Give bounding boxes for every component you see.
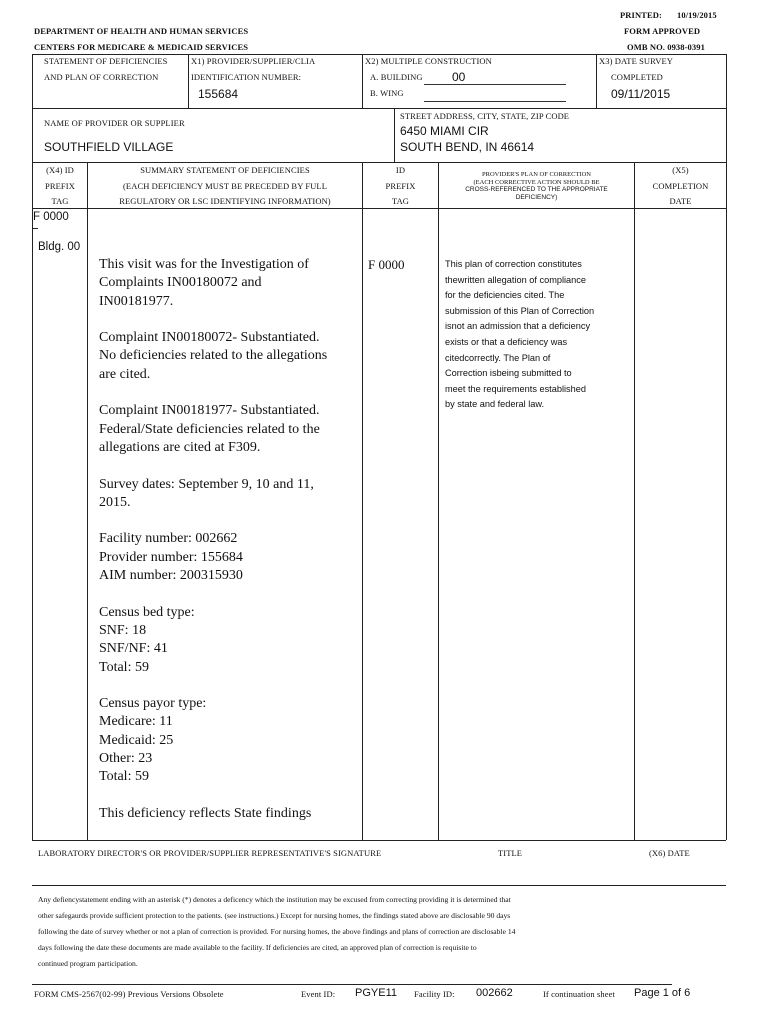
poc-line: meet the requirements established — [445, 383, 586, 394]
summary-line: Total: 59 — [99, 769, 149, 785]
poc-line: by state and federal law. — [445, 399, 545, 410]
omb-number: OMB NO. 0938-0391 — [627, 42, 705, 52]
x3-label2: COMPLETED — [611, 72, 663, 82]
summary-line — [99, 384, 361, 402]
summary-line: Complaint IN00180072- Substantiated. — [99, 330, 320, 346]
summary-line: Federal/State deficiencies related to the — [99, 421, 320, 437]
summary-line: IN00181977. — [99, 293, 174, 309]
printed-label: PRINTED: — [620, 10, 662, 20]
summary-line: SNF: 18 — [99, 622, 147, 638]
x1-label2: IDENTIFICATION NUMBER: — [191, 72, 302, 82]
event-id-label: Event ID: — [301, 989, 336, 999]
survey-date-value: 09/11/2015 — [611, 87, 671, 101]
page-number: Page 1 of 6 — [634, 987, 691, 999]
poc-header-1: PROVIDER'S PLAN OF CORRECTION — [482, 171, 591, 178]
summary-line — [99, 457, 361, 475]
prefix-header: PREFIX — [45, 181, 75, 191]
deficiency-tag: F 0000 — [33, 211, 69, 223]
building-tag: Bldg. 00 — [38, 241, 81, 253]
plan-of-correction — [445, 257, 633, 413]
poc-line: for the deficiencies cited. The — [445, 290, 565, 301]
summary-line: Medicaid: 25 — [99, 732, 174, 748]
poc-line: exists or that a deficiency was — [445, 336, 568, 347]
summary-line: Complaint IN00181977- Substantiated. — [99, 403, 320, 419]
director-signature-label: LABORATORY DIRECTOR'S OR PROVIDER/SUPPLIER REPRESENTATIVE'S SIGNATURE — [38, 848, 382, 858]
statement-line1: STATEMENT OF DEFICIENCIES — [44, 56, 168, 66]
summary-header-1: SUMMARY STATEMENT OF DEFICIENCIES — [140, 165, 310, 175]
continuation-label: If continuation sheet — [543, 989, 615, 999]
facility-id-value: 002662 — [476, 987, 513, 999]
poc-line: Correction isbeing submitted to — [445, 368, 572, 379]
completion-header: COMPLETION — [652, 181, 709, 191]
centers-title: CENTERS FOR MEDICARE & MEDICAID SERVICES — [34, 42, 249, 52]
provider-id-value: 155684 — [198, 87, 239, 101]
x1-label: X1) PROVIDER/SUPPLIER/CLIA — [191, 56, 316, 66]
summary-line: Medicare: 11 — [99, 714, 173, 730]
provider-name: SOUTHFIELD VILLAGE — [44, 140, 174, 154]
summary-line: Facility number: 002662 — [99, 531, 238, 547]
summary-line — [99, 677, 361, 695]
disclaimer-line: other safegaurds provide sufficient protection to the patients. (see instructions.) Except for nursing homes, the findings stated above are disclosable 90 days — [38, 910, 511, 920]
summary-line: Other: 23 — [99, 751, 153, 767]
form-id: FORM CMS-2567(02-99) Previous Versions Obsolete — [34, 989, 224, 999]
prefix2-header: PREFIX — [385, 181, 416, 191]
summary-line: 2015. — [99, 494, 131, 510]
summary-line — [99, 585, 361, 603]
poc-header-2: (EACH CORRECTIVE ACTION SHOULD BE — [473, 179, 600, 186]
summary-header-3: REGULATORY OR LSC IDENTIFYING INFORMATION) — [119, 196, 331, 206]
disclaimer-line: days following the date these documents are made available to the facility. If deficiencies are cited, an approved plan of correction is requisite to — [38, 942, 477, 952]
poc-line: submission of this Plan of Correction — [445, 305, 595, 316]
summary-line: Census payor type: — [99, 696, 207, 712]
facility-id-label: Facility ID: — [414, 989, 455, 999]
x3-label: X3) DATE SURVEY — [599, 56, 674, 66]
poc-line: This plan of correction constitutes — [445, 259, 582, 269]
summary-line — [99, 311, 361, 329]
tag-header: TAG — [51, 196, 69, 206]
address-line1: 6450 MIAMI CIR — [400, 124, 489, 138]
event-id-value: PGYE11 — [355, 987, 397, 999]
summary-line: No deficiencies related to the allegations — [99, 348, 328, 364]
department-title: DEPARTMENT OF HEALTH AND HUMAN SERVICES — [34, 26, 249, 36]
building-value: 00 — [452, 70, 466, 84]
summary-statement — [99, 256, 361, 823]
title-label: TITLE — [498, 848, 523, 858]
address-line2: SOUTH BEND, IN 46614 — [400, 140, 535, 154]
summary-line: This deficiency reflects State findings — [99, 805, 312, 821]
wing-label: B. WING — [370, 88, 404, 98]
disclaimer-line: Any defiencystatement ending with an asterisk (*) denotes a deficency which the institution may be excused from correcting providing it is determined that — [38, 895, 511, 904]
statement-line2: AND PLAN OF CORRECTION — [44, 72, 159, 82]
summary-line: Provider number: 155684 — [99, 549, 243, 565]
address-label: STREET ADDRESS, CITY, STATE, ZIP CODE — [400, 111, 570, 121]
summary-line — [99, 787, 361, 805]
poc-line: thewritten allegation of compliance — [445, 274, 586, 285]
summary-line: Census bed type: — [99, 604, 195, 620]
x5-header: (X5) — [672, 165, 689, 175]
summary-header-2: (EACH DEFICIENCY MUST BE PRECEDED BY FULL — [122, 181, 328, 191]
right-tag: F 0000 — [368, 257, 405, 272]
building-label: A. BUILDING — [370, 72, 423, 82]
summary-line: are cited. — [99, 366, 151, 382]
summary-line: SNF/NF: 41 — [99, 641, 168, 657]
provider-name-label: NAME OF PROVIDER OR SUPPLIER — [44, 118, 185, 128]
x2-label: X2) MULTIPLE CONSTRUCTION — [365, 56, 492, 66]
poc-header-4: DEFICIENCY) — [515, 194, 558, 201]
summary-line: Complaints IN00180072 and — [99, 275, 262, 291]
poc-line: isnot an admission that a deficiency — [445, 321, 591, 332]
id-header: ID — [395, 165, 406, 175]
summary-line — [99, 512, 361, 530]
disclaimer-line: continued program participation. — [38, 958, 138, 968]
poc-header-3: CROSS-REFERENCED TO THE APPROPRIATE — [465, 186, 608, 193]
poc-line: citedcorrectly. The Plan of — [445, 352, 551, 363]
x4-id-header: (X4) ID — [46, 165, 74, 175]
summary-line: This visit was for the Investigation of — [99, 257, 309, 272]
summary-line: allegations are cited at F309. — [99, 439, 261, 455]
form-approved: FORM APPROVED — [624, 26, 701, 36]
disclaimer-line: following the date of survey whether or not a plan of correction is provided. For nursing homes, the above findings and plans of correction are disclosable 14 — [38, 926, 516, 936]
disclaimer — [38, 892, 728, 972]
summary-line: AIM number: 200315930 — [99, 568, 243, 584]
summary-line: Survey dates: September 9, 10 and 11, — [99, 476, 314, 492]
x6-date-label: (X6) DATE — [649, 848, 690, 858]
date-header: DATE — [669, 196, 692, 206]
summary-line: Total: 59 — [99, 659, 149, 675]
tag2-header: TAG — [391, 196, 410, 206]
printed-date: 10/19/2015 — [677, 10, 717, 20]
